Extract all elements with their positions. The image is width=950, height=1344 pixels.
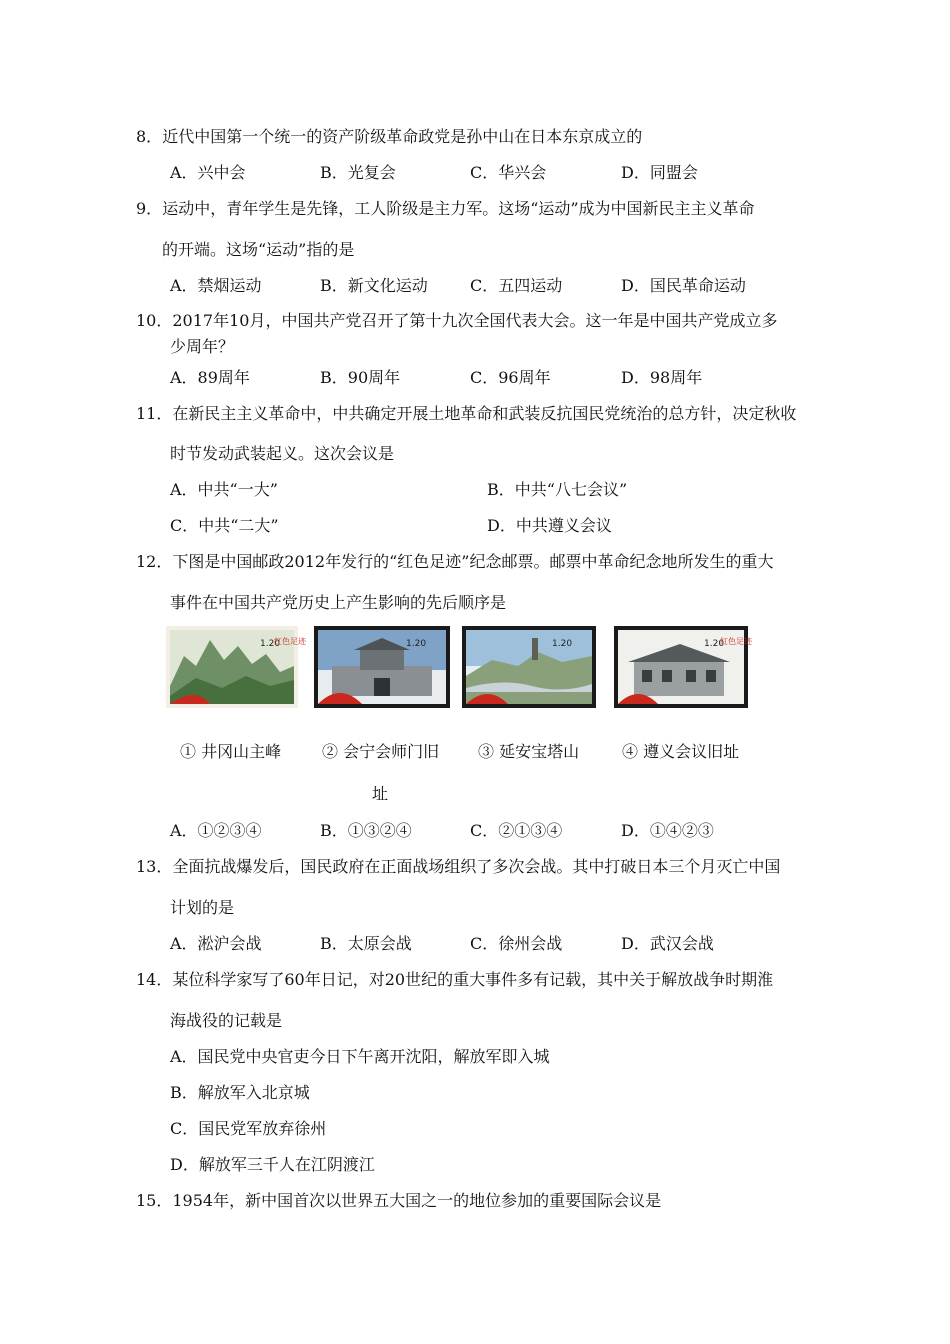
q12-option-c[interactable]: C．②①③④ — [470, 821, 563, 840]
q9-option-a[interactable]: A．禁烟运动 — [170, 276, 262, 295]
q10-option-a[interactable]: A．89周年 — [170, 368, 250, 387]
question-14-stem: 14．某位科学家写了60年日记，对20世纪的重大事件多有记载，其中关于解放战争时期淮 — [136, 970, 774, 989]
stamp-huining — [314, 626, 450, 708]
stamp-zunyi — [614, 626, 752, 708]
q12-option-a[interactable]: A．①②③④ — [170, 821, 262, 840]
q10-option-d[interactable]: D．98周年 — [621, 368, 703, 387]
q14-option-d[interactable]: D．解放军三千人在江阴渡江 — [170, 1155, 375, 1174]
q12-option-d[interactable]: D．①④②③ — [621, 821, 714, 840]
question-12-stem-cont: 事件在中国共产党历史上产生影响的先后顺序是 — [170, 593, 507, 612]
question-13-stem: 13．全面抗战爆发后，国民政府在正面战场组织了多次会战。其中打破日本三个月灭亡中国 — [136, 857, 781, 876]
question-12-stem: 12．下图是中国邮政2012年发行的“红色足迹”纪念邮票。邮票中革命纪念地所发生的重大 — [136, 552, 774, 571]
q10-option-b[interactable]: B．90周年 — [320, 368, 401, 387]
q13-option-a[interactable]: A．淞沪会战 — [170, 934, 262, 953]
stamp-brand: 红色足迹 — [720, 637, 752, 646]
stamp-value: 1.20 — [260, 639, 281, 649]
question-10-stem: 10．2017年10月，中国共产党召开了第十九次全国代表大会。这一年是中国共产党成立多 — [136, 311, 778, 330]
q13-option-b[interactable]: B．太原会战 — [320, 934, 412, 953]
question-9-stem: 9．运动中，青年学生是先锋，工人阶级是主力军。这场“运动”成为中国新民主主义革命 — [136, 199, 755, 218]
stamp-jinggangshan — [166, 626, 306, 708]
question-10-stem-cont: 少周年？ — [170, 337, 235, 356]
question-14-stem-cont: 海战役的记载是 — [170, 1011, 283, 1030]
stamp-value: 1.20 — [704, 639, 725, 649]
q9-option-d[interactable]: D．国民革命运动 — [621, 276, 746, 295]
q11-option-a[interactable]: A．中共“一大” — [170, 480, 278, 499]
q9-option-b[interactable]: B．新文化运动 — [320, 276, 428, 295]
q13-option-c[interactable]: C．徐州会战 — [470, 934, 563, 953]
stamp-caption-2: ② 会宁会师门旧 — [322, 742, 440, 761]
q14-option-a[interactable]: A．国民党中央官吏今日下午离开沈阳，解放军即入城 — [170, 1047, 550, 1066]
q14-option-b[interactable]: B．解放军入北京城 — [170, 1083, 310, 1102]
stamp-brand: 红色足迹 — [274, 637, 306, 646]
q11-option-c[interactable]: C．中共“二大” — [170, 516, 279, 535]
q13-option-d[interactable]: D．武汉会战 — [621, 934, 714, 953]
q8-option-a[interactable]: A．兴中会 — [170, 163, 246, 182]
q11-option-d[interactable]: D．中共遵义会议 — [487, 516, 612, 535]
q10-option-c[interactable]: C．96周年 — [470, 368, 551, 387]
stamp-caption-4: ④ 遵义会议旧址 — [622, 742, 740, 761]
q8-option-b[interactable]: B．光复会 — [320, 163, 396, 182]
question-11-stem-cont: 时节发动武装起义。这次会议是 — [170, 444, 395, 463]
question-9-stem-cont: 的开端。这场“运动”指的是 — [162, 240, 355, 259]
stamp-caption-2-cont: 址 — [372, 784, 389, 803]
q14-option-c[interactable]: C．国民党军放弃徐州 — [170, 1119, 327, 1138]
question-11-stem: 11．在新民主主义革命中，中共确定开展土地革命和武装反抗国民党统治的总方针，决定秋收 — [136, 404, 797, 423]
stamp-caption-3: ③ 延安宝塔山 — [478, 742, 580, 761]
q8-option-d[interactable]: D．同盟会 — [621, 163, 698, 182]
stamp-value: 1.20 — [406, 639, 427, 649]
stamp-caption-1: ① 井冈山主峰 — [180, 742, 282, 761]
q9-option-c[interactable]: C．五四运动 — [470, 276, 563, 295]
question-15-stem: 15．1954年，新中国首次以世界五大国之一的地位参加的重要国际会议是 — [136, 1191, 662, 1210]
q11-option-b[interactable]: B．中共“八七会议” — [487, 480, 628, 499]
stamp-value: 1.20 — [552, 639, 573, 649]
question-8-stem: 8．近代中国第一个统一的资产阶级革命政党是孙中山在日本东京成立的 — [136, 127, 643, 146]
q12-option-b[interactable]: B．①③②④ — [320, 821, 412, 840]
stamp-yanan — [462, 626, 596, 708]
question-13-stem-cont: 计划的是 — [170, 898, 235, 917]
q8-option-c[interactable]: C．华兴会 — [470, 163, 547, 182]
